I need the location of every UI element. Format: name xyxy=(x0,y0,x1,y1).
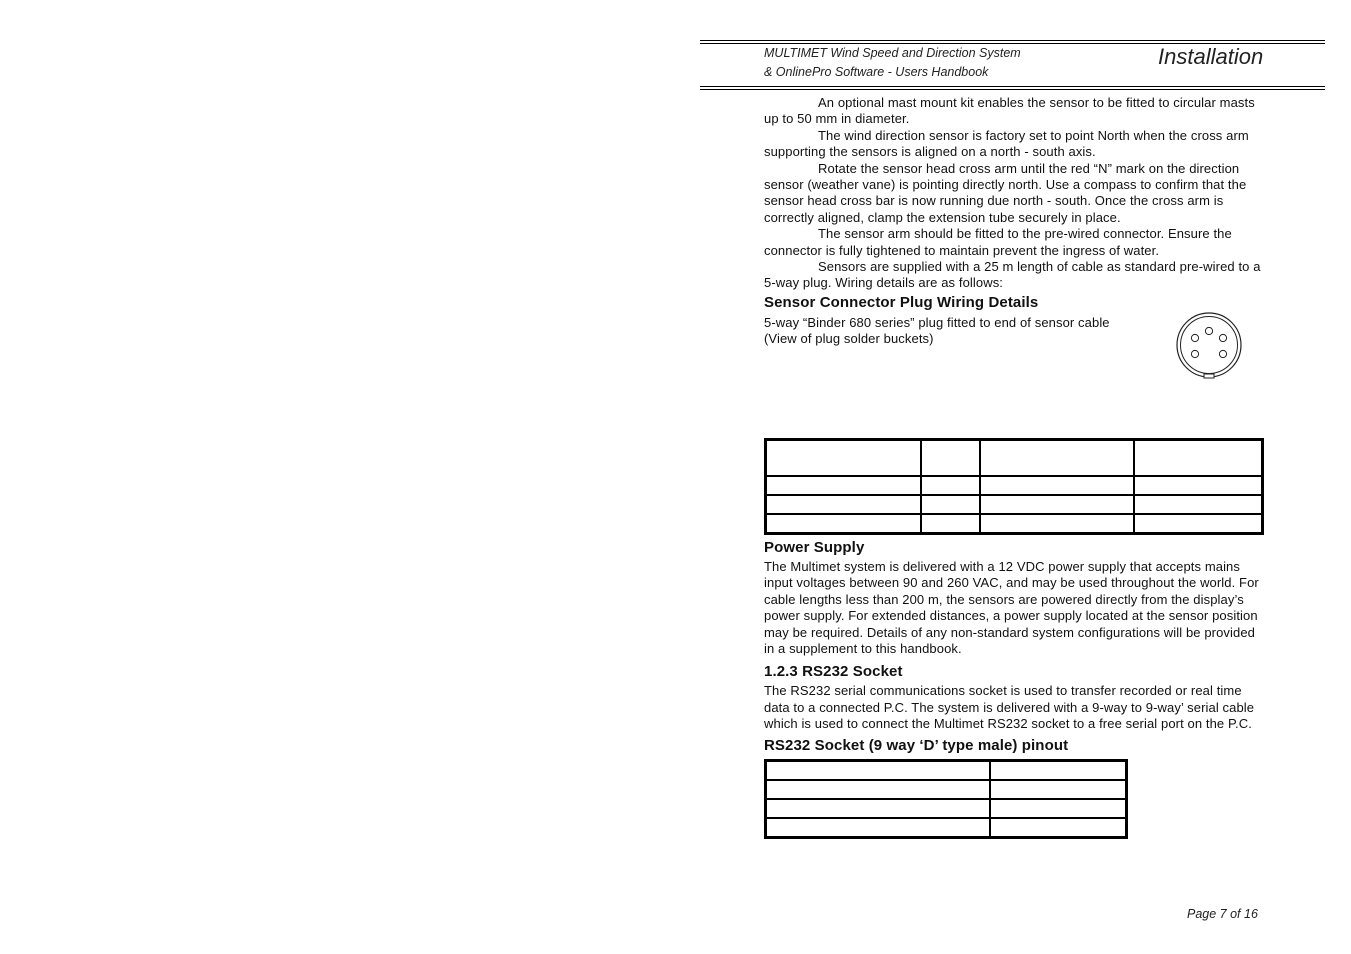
table-cell xyxy=(766,761,990,780)
table-cell xyxy=(766,440,921,476)
rs232-heading: 1.2.3 RS232 Socket xyxy=(764,663,903,681)
table-row xyxy=(766,799,1126,818)
table-cell xyxy=(980,514,1134,533)
header-line-2: & OnlinePro Software - Users Handbook xyxy=(764,65,989,79)
table-cell xyxy=(1134,514,1262,533)
table-cell xyxy=(1134,495,1262,514)
table-cell xyxy=(766,799,990,818)
table-cell xyxy=(990,761,1126,780)
table-cell xyxy=(921,476,980,495)
table-cell xyxy=(980,495,1134,514)
paragraph-connector: The sensor arm should be fitted to the pre-wired connector. Ensure the connector is fully tightened to maintain prevent the ingress of water. xyxy=(764,226,1232,258)
table-cell xyxy=(980,440,1134,476)
table-cell xyxy=(921,440,980,476)
plug-section xyxy=(764,315,1264,380)
paragraph-factory-north: The wind direction sensor is factory set to point North when the cross arm supporting the sensors is aligned on a north - south axis. xyxy=(764,127,1249,160)
pinout-table xyxy=(764,759,1128,839)
table-row xyxy=(766,780,1126,799)
wiring-heading: Sensor Connector Plug Wiring Details xyxy=(764,293,1039,311)
table-cell xyxy=(766,514,921,533)
table-cell xyxy=(990,818,1126,837)
table-row xyxy=(766,476,1262,495)
section-title: Installation xyxy=(1158,44,1264,69)
paragraph-mast-kit: An optional mast mount kit enables the sensor to be fitted to circular masts up to 50 mm in diameter. xyxy=(764,95,1255,127)
header-line-1: MULTIMET Wind Speed and Direction System xyxy=(764,46,1021,60)
page-body xyxy=(764,95,1264,839)
table-row xyxy=(766,440,1262,476)
header-bottom-rule xyxy=(700,86,1325,87)
table-cell xyxy=(1134,440,1262,476)
table-cell xyxy=(766,818,990,837)
pinout-heading: RS232 Socket (9 way ‘D’ type male) pinout xyxy=(764,736,1069,754)
table-row xyxy=(766,818,1126,837)
table-cell xyxy=(766,780,990,799)
table-cell xyxy=(766,476,921,495)
plug-diagram-icon xyxy=(1174,310,1244,380)
header-title xyxy=(764,44,1021,82)
table-cell xyxy=(990,780,1126,799)
paragraph-rotate-head: Rotate the sensor head cross arm until the red “N” mark on the direction sensor (weather vane) is pointing directly north. Use a compass to confirm that the sensor head cross bar is now running due north - south. Once the cross arm is correctly aligned, clamp the extension tube securely in place. xyxy=(764,160,1247,225)
table-cell xyxy=(980,476,1134,495)
table-cell xyxy=(921,495,980,514)
header-bottom-rule-2 xyxy=(700,89,1325,90)
header-top-rule xyxy=(700,40,1325,41)
table-row xyxy=(766,514,1262,533)
table-row xyxy=(766,761,1126,780)
plug-description: 5-way “Binder 680 series” plug fitted to end of sensor cable (View of plug solder buckets) xyxy=(764,314,1110,347)
table-row xyxy=(766,495,1262,514)
page-number: Page 7 of 16 xyxy=(1187,907,1258,921)
wiring-table xyxy=(764,438,1264,535)
power-heading: Power Supply xyxy=(764,538,865,556)
table-cell xyxy=(1134,476,1262,495)
table-cell xyxy=(766,495,921,514)
power-text: The Multimet system is delivered with a 12 VDC power supply that accepts mains input voltages between 90 and 260 VAC, and may be used throughout the world. For cable lengths less than 200 m, the sensors are powered directly from the display’s power supply. For extended distances, a power supply located at the sensor position may be required. Details of any non-standard system configurations will be provided in a supplement to this handbook. xyxy=(764,558,1259,656)
rs232-text: The RS232 serial communications socket is used to transfer recorded or real time data to a connected P.C. The system is delivered with a 9-way to 9-way’ serial cable which is used to connect the Multimet RS232 socket to a free serial port on the P.C. xyxy=(764,683,1255,732)
paragraph-cable: Sensors are supplied with a 25 m length of cable as standard pre-wired to a 5-way plug. Wiring details are as follows: xyxy=(764,259,1261,291)
table-cell xyxy=(990,799,1126,818)
table-cell xyxy=(921,514,980,533)
